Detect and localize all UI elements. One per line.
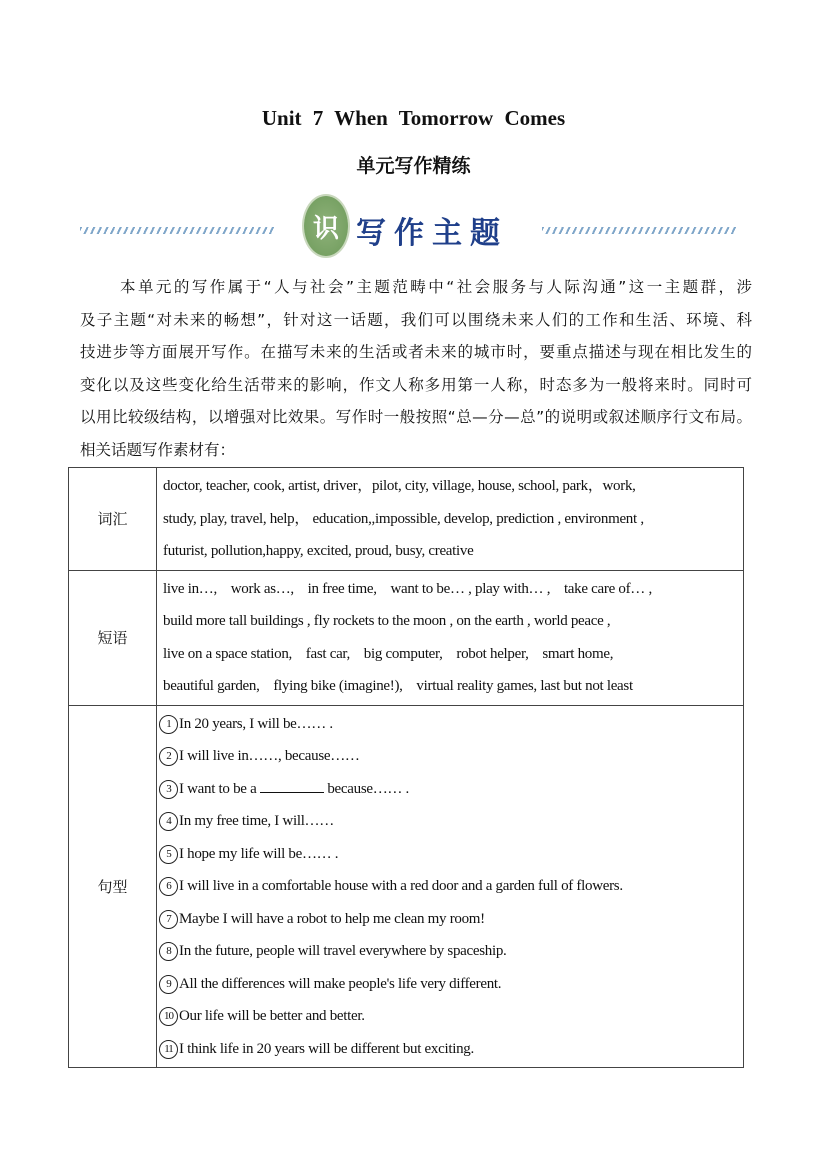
- circled-number: 11: [159, 1040, 178, 1059]
- sentence-text: because…… .: [323, 780, 410, 797]
- phrase-line: live on a space station, fast car, big computer, robot helper, smart home,: [163, 645, 614, 662]
- sentence-text: In the future, people will travel everywhere by spaceship.: [179, 943, 507, 959]
- badge-icon: 识: [304, 196, 348, 256]
- sentence-item: [159, 903, 737, 936]
- sentence-item: [159, 838, 737, 871]
- intro-line: 相关话题写作素材有：: [80, 440, 236, 459]
- sentence-item: [159, 773, 737, 806]
- circled-number: 2: [159, 747, 178, 766]
- sentence-text: Maybe I will have a robot to help me clean my room!: [179, 910, 485, 927]
- sentence-text: In my free time, I will……: [179, 813, 334, 829]
- row-label: 句型: [69, 705, 157, 1068]
- circled-number: 3: [159, 780, 178, 799]
- sentence-text: I hope my life will be…… .: [179, 845, 339, 862]
- phrases-cell: [157, 570, 744, 705]
- circled-number: 10: [159, 1007, 178, 1026]
- intro-paragraph: [80, 274, 752, 470]
- vocab-line: study, play, travel, help， education,,impossible, develop, prediction , environment ,: [163, 510, 644, 527]
- intro-line: 本单元的写作属于“人与社会”主题范畴中“社会服务与人际沟通”这一主题群，涉: [120, 278, 752, 296]
- intro-line: 及子主题“对未来的畅想”，针对这一话题，我们可以围绕未来人们的工作和生活、环境、科: [80, 310, 752, 329]
- sentence-text: All the differences will make people's life very different.: [179, 975, 502, 992]
- banner-heading: 写作主题: [356, 216, 508, 251]
- sentence-item: [159, 1033, 737, 1066]
- sentence-item: [159, 805, 737, 838]
- row-label: 短语: [69, 570, 157, 705]
- intro-line: 技进步等方面展开写作。在描写未来的生活或者未来的城市时，要重点描述与现在相比发生的: [80, 343, 752, 362]
- sentence-item: [159, 708, 737, 741]
- sentences-cell: [157, 705, 744, 1068]
- sentence-item: [159, 968, 737, 1001]
- page-subtitle: 单元写作精练: [356, 155, 471, 177]
- phrase-line: build more tall buildings , fly rockets to the moon , on the earth , world peace ,: [163, 613, 611, 629]
- vocab-line: futurist, pollution,happy, excited, proud, busy, creative: [163, 543, 474, 559]
- circled-number: 1: [159, 715, 178, 734]
- sentence-item: [159, 740, 737, 773]
- sentence-item: [159, 1000, 737, 1033]
- table-row-vocab: [69, 468, 744, 571]
- sentence-text: I will live in……, because……: [179, 748, 360, 764]
- circled-number: 9: [159, 975, 178, 994]
- table-row-phrases: [69, 570, 744, 705]
- circled-number: 8: [159, 942, 178, 961]
- circled-number: 4: [159, 812, 178, 831]
- phrase-line: live in…, work as…, in free time, want to be… , play with… , take care of… ,: [163, 580, 652, 597]
- decorative-stripe-left: [80, 227, 275, 234]
- materials-table: [68, 467, 744, 1068]
- circled-number: 5: [159, 845, 178, 864]
- fill-blank: [260, 778, 324, 793]
- sentence-text: I will live in a comfortable house with a red door and a garden full of flowers.: [179, 878, 623, 894]
- decorative-stripe-right: [542, 227, 737, 234]
- vocab-cell: [157, 468, 744, 571]
- sentence-text: I want to be a: [179, 780, 260, 797]
- sentence-item: [159, 935, 737, 968]
- page-title: Unit 7 When Tomorrow Comes: [261, 106, 566, 130]
- vocab-line: doctor, teacher, cook, artist, driver，pilot, city, village, house, school, park，work,: [163, 478, 636, 494]
- section-banner: [80, 196, 740, 258]
- phrase-line: beautiful garden, flying bike (imagine!), virtual reality games, last but not least: [163, 678, 633, 694]
- sentence-text: Our life will be better and better.: [179, 1008, 365, 1024]
- sentence-item: [159, 870, 737, 903]
- table-row-sentences: [69, 705, 744, 1068]
- row-label: 词汇: [69, 468, 157, 571]
- sentence-text: I think life in 20 years will be different but exciting.: [179, 1040, 474, 1057]
- circled-number: 7: [159, 910, 178, 929]
- circled-number: 6: [159, 877, 178, 896]
- intro-line: 变化以及这些变化给生活带来的影响，作文人称多用第一人称，时态多为一般将来时。同时可: [80, 375, 752, 394]
- intro-line: 以用比较级结构，以增强对比效果。写作时一般按照“总—分—总”的说明或叙述顺序行文布局。: [80, 408, 752, 427]
- sentence-text: In 20 years, I will be…… .: [179, 715, 333, 732]
